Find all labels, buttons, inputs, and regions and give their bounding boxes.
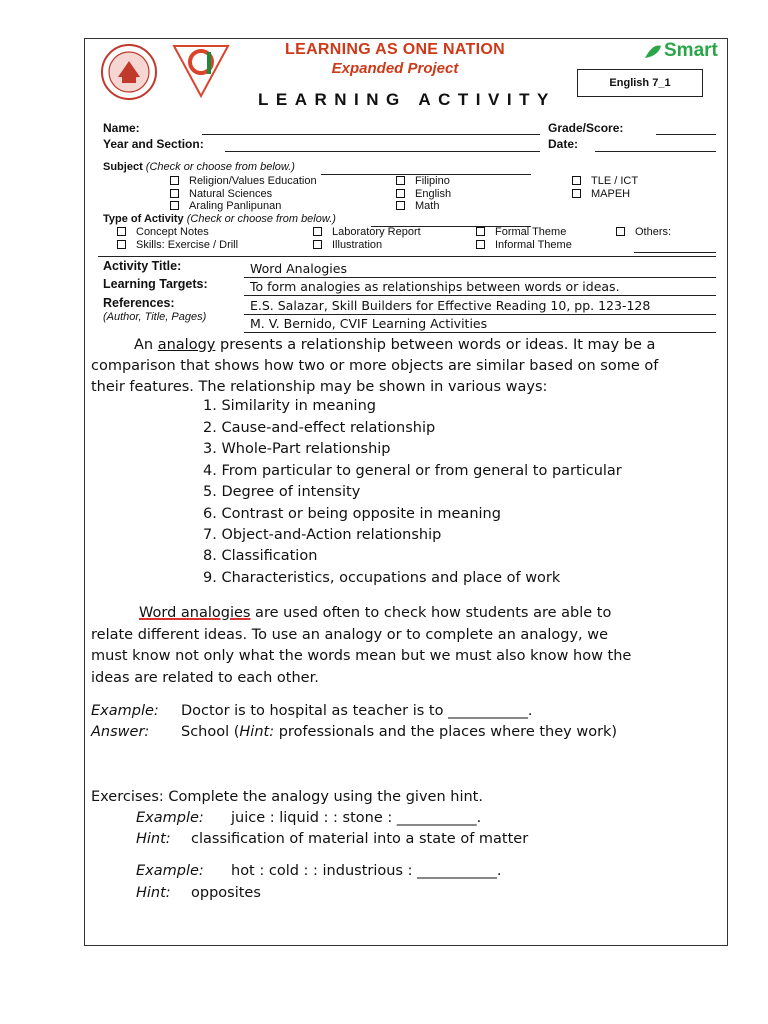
course-code: English 7_1	[577, 69, 703, 97]
way-item: 3. Whole-Part relationship	[203, 441, 391, 457]
subject-araling[interactable]: Araling Panlipunan	[170, 200, 281, 212]
type-informal-theme[interactable]: Informal Theme	[476, 239, 572, 251]
example-label: Example:	[91, 703, 159, 719]
exercise-2-label: Example:	[136, 863, 204, 879]
subject-english[interactable]: English	[396, 188, 451, 200]
grade-field[interactable]	[656, 134, 716, 135]
answer-label: Answer:	[91, 724, 150, 740]
checkbox-icon[interactable]	[396, 189, 405, 198]
way-item: 1. Similarity in meaning	[203, 398, 376, 414]
subject-mapeh[interactable]: MAPEH	[572, 188, 630, 200]
grade-label: Grade/Score:	[548, 121, 624, 135]
hint-2-label: Hint:	[136, 885, 171, 901]
checkbox-icon[interactable]	[170, 176, 179, 185]
type-skills[interactable]: Skills: Exercise / Drill	[117, 239, 238, 251]
intro-line-1: An analogy presents a relationship between words or ideas. It may be a	[134, 337, 656, 353]
example-text: Doctor is to hospital as teacher is to ___________.	[181, 703, 533, 719]
subject-label: Subject (Check or choose from below.)	[103, 161, 295, 173]
way-item: 2. Cause-and-effect relationship	[203, 420, 436, 436]
activity-title-value: Word Analogies	[250, 261, 347, 276]
learning-targets-label: Learning Targets:	[103, 277, 208, 291]
subject-filipino[interactable]: Filipino	[396, 175, 450, 187]
checkbox-icon[interactable]	[396, 176, 405, 185]
checkbox-icon[interactable]	[170, 201, 179, 210]
date-label: Date:	[548, 137, 579, 151]
way-item: 7. Object-and-Action relationship	[203, 527, 442, 543]
subject-natural-sciences[interactable]: Natural Sciences	[170, 188, 272, 200]
reference-1: E.S. Salazar, Skill Builders for Effective Reading 10, pp. 123-128	[250, 298, 651, 313]
smart-logo	[644, 42, 722, 64]
subject-religion[interactable]: Religion/Values Education	[170, 175, 317, 187]
banner-subtitle: Expanded Project	[331, 60, 459, 77]
way-item: 5. Degree of intensity	[203, 484, 361, 500]
type-illustration[interactable]: Illustration	[313, 239, 382, 251]
checkbox-icon[interactable]	[313, 227, 322, 236]
way-item: 9. Characteristics, occupations and place of work	[203, 570, 561, 586]
date-field[interactable]	[595, 151, 716, 152]
answer-text: School (Hint: professionals and the places where they work)	[181, 724, 618, 740]
activity-title-label: Activity Title:	[103, 259, 182, 273]
smart-brand-text: Smart	[664, 40, 718, 61]
reference-2: M. V. Bernido, CVIF Learning Activities	[250, 316, 488, 331]
others-field[interactable]	[634, 252, 716, 253]
word-analogies-term: Word analogies	[139, 605, 251, 621]
checkbox-icon[interactable]	[616, 227, 625, 236]
way-item: 4. From particular to general or from general to particular	[203, 463, 622, 479]
references-label: References:	[103, 296, 175, 310]
learning-targets-value: To form analogies as relationships between words or ideas.	[250, 279, 620, 294]
subject-tle[interactable]: TLE / ICT	[572, 175, 638, 187]
name-field[interactable]	[202, 134, 540, 135]
analogies-line-2: relate different ideas. To use an analogy or to complete an analogy, we	[91, 627, 609, 643]
banner-title: LEARNING AS ONE NATION	[285, 41, 505, 58]
checkbox-icon[interactable]	[396, 201, 405, 210]
exercises-heading: Exercises: Complete the analogy using the given hint.	[91, 789, 483, 805]
type-formal-theme[interactable]: Formal Theme	[476, 226, 566, 238]
type-concept-notes[interactable]: Concept Notes	[117, 226, 209, 238]
way-item: 6. Contrast or being opposite in meaning	[203, 506, 501, 522]
year-section-field[interactable]	[225, 151, 540, 152]
smart-leaf-icon	[644, 43, 662, 61]
type-lab-report[interactable]: Laboratory Report	[313, 226, 421, 238]
activity-heading: LEARNING ACTIVITY	[258, 90, 556, 109]
activity-title-line	[244, 277, 716, 278]
checkbox-icon[interactable]	[476, 227, 485, 236]
type-label: Type of Activity (Check or choose from below.)	[103, 213, 336, 225]
subject-math[interactable]: Math	[396, 200, 439, 212]
school-seal-icon	[100, 43, 158, 101]
hint-1-text: classification of material into a state of matter	[191, 831, 529, 847]
checkbox-icon[interactable]	[476, 240, 485, 249]
checkbox-icon[interactable]	[572, 176, 581, 185]
hint-2-text: opposites	[191, 885, 261, 901]
analogies-line-1: Word analogies are used often to check how students are able to	[139, 605, 612, 621]
section-divider	[98, 256, 716, 257]
analogies-line-3: must know not only what the words mean but we must also know how the	[91, 648, 632, 664]
checkbox-icon[interactable]	[313, 240, 322, 249]
references-hint: (Author, Title, Pages)	[103, 311, 207, 323]
exercise-1-label: Example:	[136, 810, 204, 826]
learning-targets-line	[244, 295, 716, 296]
dp-logo-icon	[170, 40, 232, 98]
reference-2-line	[244, 332, 716, 333]
analogies-line-4: ideas are related to each other.	[91, 670, 319, 686]
checkbox-icon[interactable]	[117, 240, 126, 249]
reference-1-line	[244, 314, 716, 315]
way-item: 8. Classification	[203, 548, 318, 564]
hint-1-label: Hint:	[136, 831, 171, 847]
checkbox-icon[interactable]	[117, 227, 126, 236]
checkbox-icon[interactable]	[170, 189, 179, 198]
analogy-term: analogy	[157, 337, 216, 353]
name-label: Name:	[103, 121, 140, 135]
intro-line-3: their features. The relationship may be shown in various ways:	[91, 379, 548, 395]
type-others[interactable]: Others:	[616, 226, 671, 238]
exercise-1-text: juice : liquid : : stone : ___________.	[231, 810, 482, 826]
checkbox-icon[interactable]	[572, 189, 581, 198]
intro-line-2: comparison that shows how two or more objects are similar based on some of	[91, 358, 659, 374]
year-section-label: Year and Section:	[103, 137, 204, 151]
exercise-2-text: hot : cold : : industrious : ___________.	[231, 863, 502, 879]
